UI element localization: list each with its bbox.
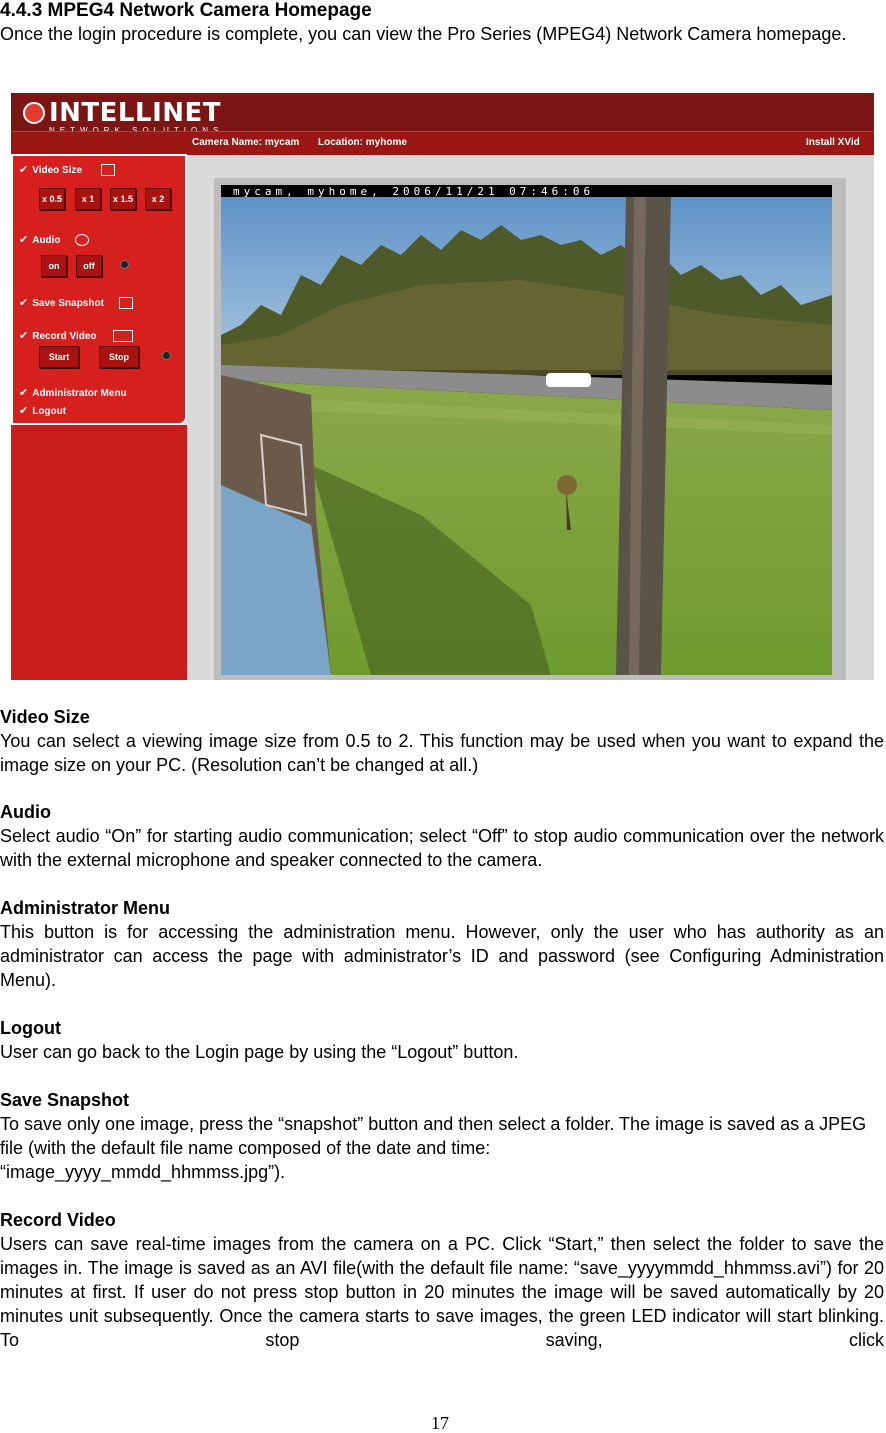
video-timestamp-overlay: mycam, myhome, 2006/11/21 07:46:06 (233, 185, 595, 198)
record-video-row (19, 330, 97, 343)
info-bar (11, 131, 874, 155)
logout-text: User can go back to the Login page by using the “Logout” button. (0, 1042, 519, 1062)
check-icon: ✔ (19, 387, 29, 399)
live-video-view (221, 185, 832, 675)
page-number: 17 (431, 1413, 449, 1433)
save-snapshot-text: To save only one image, press the “snapshot” button and then select a folder. The image is saved as a JPEG file (with the default file name composed of the date and time: (0, 1114, 867, 1158)
audio-label: Audio (32, 235, 61, 246)
camera-name-label: Camera Name: mycam (192, 137, 300, 148)
record-start-button[interactable]: Start (39, 346, 79, 368)
location-label: Location: myhome (318, 137, 407, 148)
brand-name: INTELLINET (49, 98, 221, 128)
save-snapshot-label: Save Snapshot (32, 298, 104, 309)
logout-link[interactable] (19, 405, 66, 418)
administrator-menu-link[interactable] (19, 387, 127, 400)
record-video-heading: Record Video (0, 1210, 116, 1230)
record-video-label: Record Video (32, 331, 97, 342)
sidebar-background (11, 425, 187, 680)
check-icon: ✔ (19, 330, 29, 342)
intro-paragraph: Once the login procedure is complete, you can view the Pro Series (MPEG4) Network Camera homepage. (0, 24, 847, 44)
camera-scene-image (221, 185, 832, 675)
save-snapshot-text-filename: “image_yyyy_mmdd_hhmmss.jpg”). (0, 1162, 286, 1182)
video-size-row (19, 164, 82, 177)
record-stop-button[interactable]: Stop (99, 346, 139, 368)
header-bar (11, 93, 874, 154)
size-x05-button[interactable]: x 0.5 (39, 188, 65, 210)
size-x15-button[interactable]: x 1.5 (110, 188, 136, 210)
logo-mark-icon (23, 102, 45, 124)
check-icon: ✔ (19, 234, 29, 246)
audio-indicator-icon (120, 260, 129, 269)
administrator-menu-text: This button is for accessing the administration menu. However, only the user who has authority as an administrator can access the page with administrator’s ID and password (see Configuring Administration Menu). (0, 922, 884, 990)
audio-heading: Audio (0, 802, 51, 822)
record-video-text: Users can save real-time images from the camera on a PC. Click “Start,” then select the folder to save the images in. The image is saved as an AVI file(with the default file name: “save_yyyymmdd_hhmmss.avi”) for 20 minutes at first. If user do not press stop button in 20 minutes the image will be saved automatically by 20 minutes unit subsequently. Once the camera starts to save images, the green LED indicator will start blinking. To stop saving, click (0, 1234, 884, 1350)
audio-text: Select audio “On” for starting audio communication; select “Off” to stop audio communication over the network with the external microphone and speaker connected to the camera. (0, 826, 884, 870)
administrator-menu-label: Administrator Menu (32, 388, 127, 399)
video-size-text: You can select a viewing image size from 0.5 to 2. This function may be used when you want to expand the image size on your PC. (Resolution can’t be changed at all.) (0, 731, 884, 775)
logout-heading: Logout (0, 1018, 61, 1038)
brand-logo (19, 99, 319, 129)
size-x2-button[interactable]: x 2 (145, 188, 171, 210)
control-sidebar (11, 154, 187, 425)
video-size-icon (101, 164, 115, 176)
check-icon: ✔ (19, 297, 29, 309)
audio-on-button[interactable]: on (41, 255, 67, 277)
audio-row (19, 234, 61, 247)
check-icon: ✔ (19, 164, 29, 176)
audio-off-button[interactable]: off (76, 255, 102, 277)
video-camera-icon (113, 330, 133, 342)
administrator-menu-heading: Administrator Menu (0, 898, 171, 918)
video-size-heading: Video Size (0, 707, 90, 727)
check-icon: ✔ (19, 405, 29, 417)
size-x1-button[interactable]: x 1 (75, 188, 101, 210)
save-snapshot-heading: Save Snapshot (0, 1090, 130, 1110)
section-heading: 4.4.3 MPEG4 Network Camera Homepage (0, 0, 372, 21)
record-indicator-icon (162, 351, 171, 360)
camera-homepage-screenshot (11, 93, 874, 680)
save-snapshot-row[interactable] (19, 297, 104, 310)
audio-icon (75, 234, 89, 246)
camera-icon[interactable] (119, 297, 133, 309)
install-xvid-link[interactable]: Install XVid (806, 137, 860, 148)
video-size-label: Video Size (32, 165, 83, 176)
logout-label: Logout (32, 406, 67, 417)
